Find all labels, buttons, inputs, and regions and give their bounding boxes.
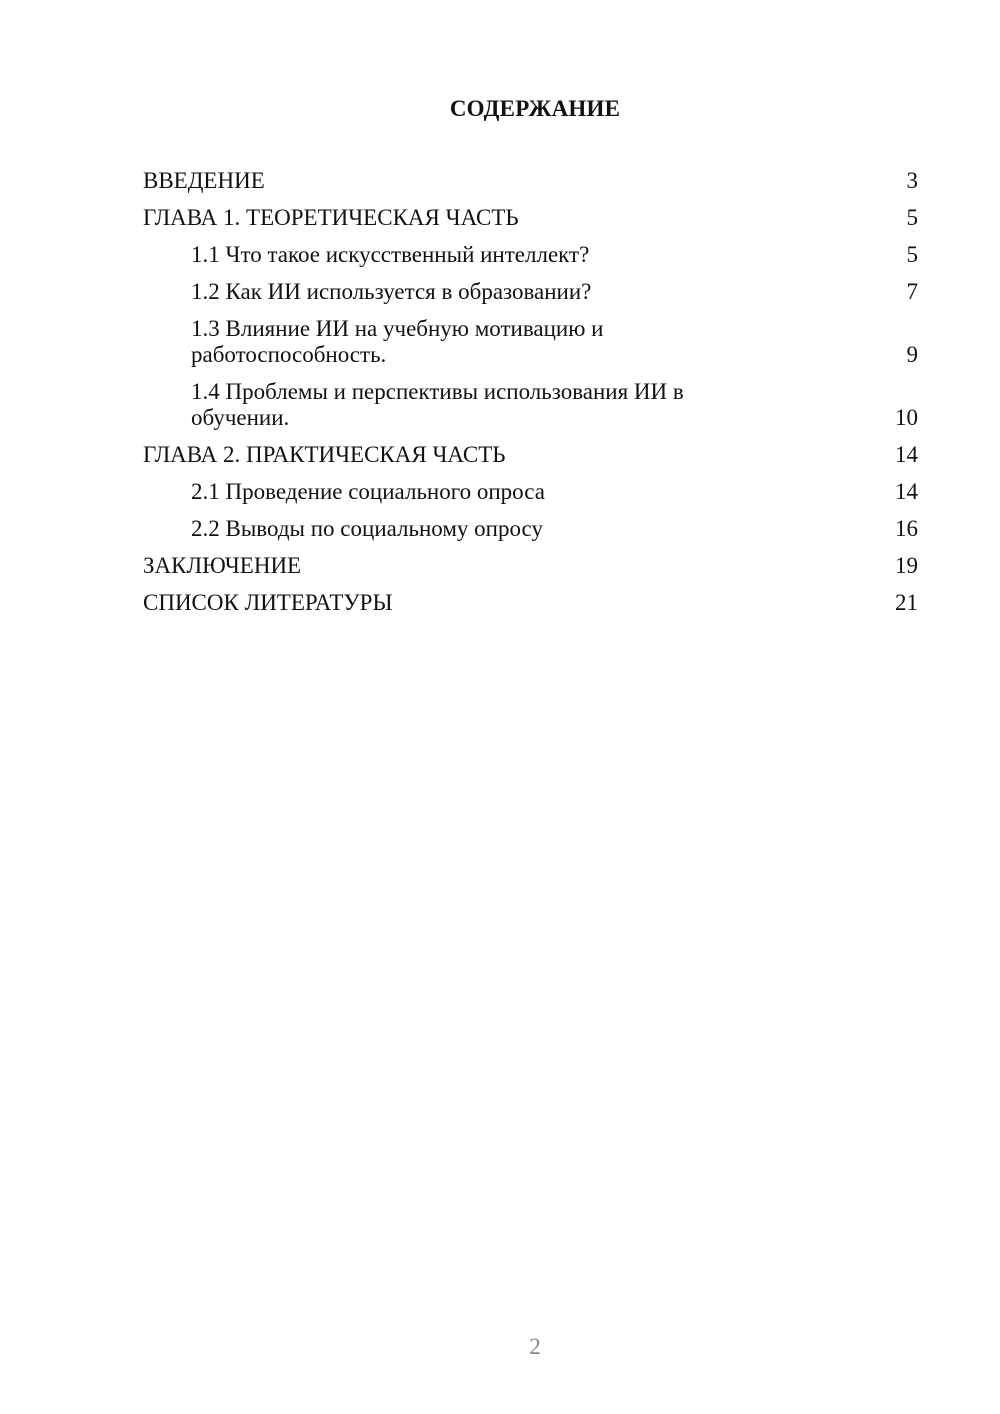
toc-entry-section-1-2[interactable] (143, 279, 918, 305)
toc-entry-section-1-4[interactable] (143, 379, 918, 431)
toc-entry-page: 19 (895, 553, 918, 578)
toc-entry-page: 14 (895, 479, 918, 504)
toc-entry-label: СПИСОК ЛИТЕРАТУРЫ (143, 590, 393, 615)
page-number: 2 (529, 1334, 541, 1359)
toc-entry-chapter-2[interactable] (143, 442, 918, 468)
toc-entry-label: 1.4 Проблемы и перспективы использования ИИ в обучении. (191, 379, 684, 430)
toc-entry-label: 1.3 Влияние ИИ на учебную мотивацию и работоспособность. (191, 316, 604, 367)
toc-entry-page: 5 (906, 205, 918, 230)
toc-entry-page: 3 (906, 168, 918, 193)
toc-entry-references[interactable] (143, 590, 918, 616)
toc-entry-page: 21 (895, 590, 918, 615)
table-of-contents (143, 168, 918, 627)
toc-entry-label: 1.2 Как ИИ используется в образовании? (191, 279, 592, 304)
toc-entry-conclusion[interactable] (143, 553, 918, 579)
toc-entry-section-2-2[interactable] (143, 516, 918, 542)
toc-entry-section-1-3[interactable] (143, 316, 918, 368)
toc-entry-label: 2.1 Проведение социального опроса (191, 479, 545, 504)
toc-entry-page: 14 (895, 442, 918, 467)
toc-entry-section-1-1[interactable] (143, 242, 918, 268)
toc-entry-page: 10 (895, 405, 918, 430)
toc-entry-label: ГЛАВА 2. ПРАКТИЧЕСКАЯ ЧАСТЬ (143, 442, 506, 467)
toc-entry-page: 16 (895, 516, 918, 541)
toc-entry-label: ГЛАВА 1. ТЕОРЕТИЧЕСКАЯ ЧАСТЬ (143, 205, 519, 230)
toc-title: СОДЕРЖАНИЕ (449, 96, 621, 121)
toc-entry-introduction[interactable] (143, 168, 918, 194)
toc-entry-label: 2.2 Выводы по социальному опросу (191, 516, 543, 541)
toc-entry-label: ВВЕДЕНИЕ (143, 168, 265, 193)
toc-entry-page: 7 (906, 279, 918, 304)
toc-entry-page: 9 (906, 342, 918, 367)
toc-entry-section-2-1[interactable] (143, 479, 918, 505)
toc-entry-label: 1.1 Что такое искусственный интеллект? (191, 242, 590, 267)
toc-entry-page: 5 (906, 242, 918, 267)
toc-entry-label: ЗАКЛЮЧЕНИЕ (143, 553, 302, 578)
toc-entry-chapter-1[interactable] (143, 205, 918, 231)
